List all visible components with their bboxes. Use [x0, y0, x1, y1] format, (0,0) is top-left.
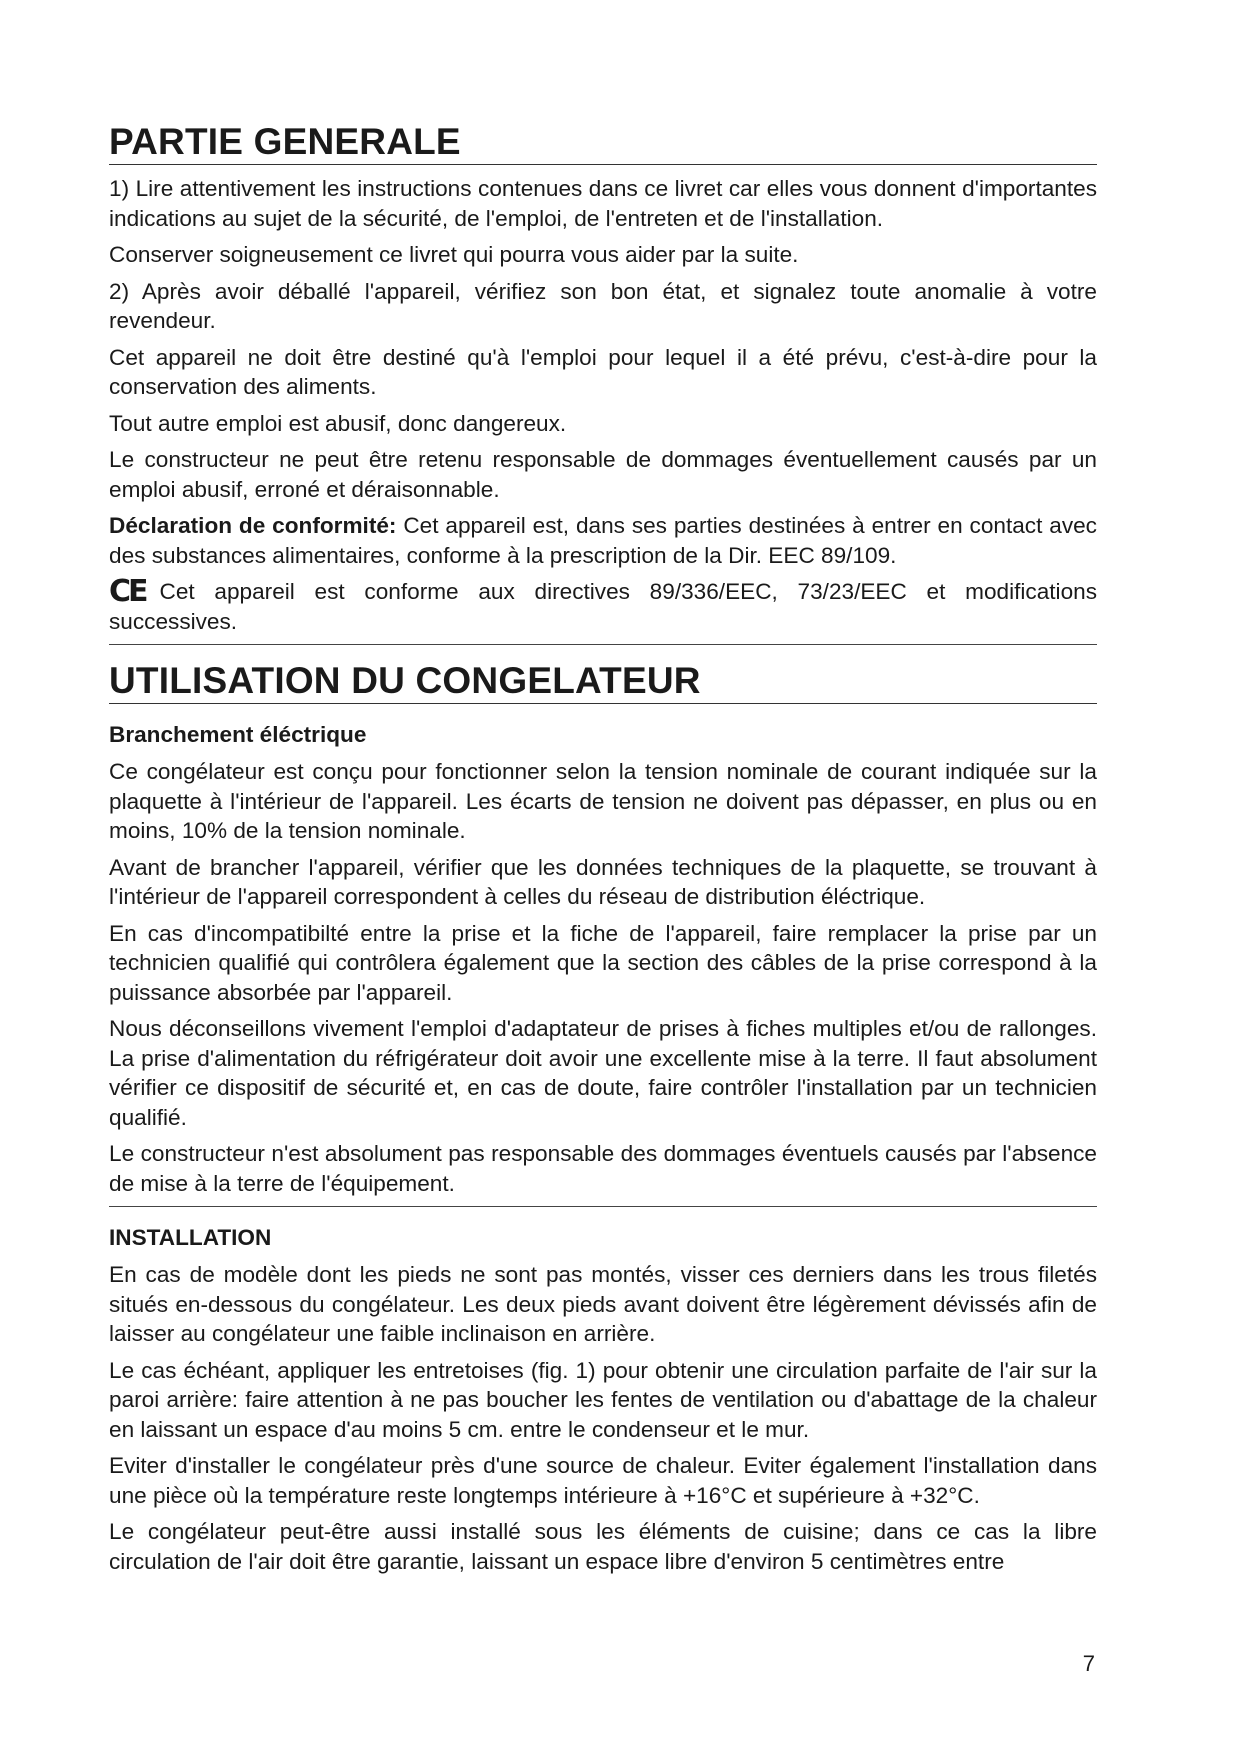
paragraph: En cas de modèle dont les pieds ne sont pas montés, visser ces derniers dans les trous filetés situés en-dessous du congélateur. Les deux pieds avant doivent être légèrement dévissés afin de laisser au congélateur une faible inclinaison en arrière. — [109, 1262, 1097, 1346]
section-title-utilisation: UTILISATION DU CONGELATEUR — [109, 659, 1097, 704]
paragraph: Cet appareil ne doit être destiné qu'à l'emploi pour lequel il a été prévu, c'est-à-dire pour la conservation des aliments. — [109, 344, 1097, 399]
paragraph: Ce congélateur est conçu pour fonctionner selon la tension nominale de courant indiquée sur la plaquette à l'intérieur de l'appareil. Les écarts de tension ne doivent pas dépasser, en plus ou en moins, 10% de la tension nominale. — [109, 759, 1097, 843]
paragraph: Avant de brancher l'appareil, vérifier que les données techniques de la plaquette, se trouvant à l'intérieur de l'appareil correspondent à celles du réseau de distribution éléctrique. — [109, 854, 1097, 909]
ce-paragraph — [109, 574, 1097, 636]
paragraph: 1) Lire attentivement les instructions contenues dans ce livret car elles vous donnent d'importantes indications au sujet de la sécurité, de l'emploi, de l'entreten et de l'installation. — [109, 176, 1097, 231]
subsection-title-branchement: Branchement éléctrique — [109, 722, 367, 747]
ce-mark-icon: CE — [109, 574, 146, 609]
divider — [109, 1206, 1097, 1207]
page-number: 7 — [1082, 1651, 1095, 1676]
ce-text: Cet appareil est conforme aux directives 89/336/EEC, 73/23/EEC et modifications successives. — [109, 579, 1097, 634]
paragraph: 2) Après avoir déballé l'appareil, vérifiez son bon état, et signalez toute anomalie à votre revendeur. — [109, 278, 1097, 333]
subsection-title-installation: INSTALLATION — [109, 1225, 272, 1250]
paragraph: Conserver soigneusement ce livret qui pourra vous aider par la suite. — [109, 242, 799, 267]
paragraph: Tout autre emploi est abusif, donc dangereux. — [109, 410, 567, 436]
paragraph: Le constructeur ne peut être retenu responsable de dommages éventuellement causés par un emploi abusif, erroné et déraisonnable. — [109, 447, 1097, 502]
paragraph: Le congélateur peut-être aussi installé sous les éléments de cuisine; dans ce cas la libre circulation de l'air doit être garantie, laissant un espace libre d'environ 5 centimètres entre — [109, 1519, 1097, 1574]
paragraph: Le cas échéant, appliquer les entretoises (fig. 1) pour obtenir une circulation parfaite de l'air sur la paroi arrière: faire attention à ne pas boucher les fentes de ventilation ou d'abattage de la chaleur en laissant un espace d'au moins 5 cm. entre le condenseur et le mur. — [109, 1357, 1097, 1442]
conformity-paragraph — [109, 511, 1097, 570]
paragraph: En cas d'incompatibilté entre la prise et la fiche de l'appareil, faire remplacer la prise par un technicien qualifié qui contrôlera également que la section des câbles de la prise correspond à la puissance absorbée par l'appareil. — [109, 920, 1097, 1005]
paragraph: Nous déconseillons vivement l'emploi d'adaptateur de prises à fiches multiples et/ou de rallonges. La prise d'alimentation du réfrigérateur doit avoir une excellente mise à la terre. Il faut absolument vérifier ce dispositif de sécurité et, en cas de doute, faire contrôler l'installation par un technicien qualifié. — [109, 1016, 1097, 1130]
document-page — [109, 120, 1097, 1583]
paragraph: Eviter d'installer le congélateur près d'une source de chaleur. Eviter également l'installation dans une pièce où la température reste longtemps intérieure à +16°C et supérieure à +32°C. — [109, 1453, 1097, 1508]
conformity-label: Déclaration de conformité: — [109, 513, 397, 538]
paragraph: Le constructeur n'est absolument pas responsable des dommages éventuels causés par l'absence de mise à la terre de l'équipement. — [109, 1141, 1097, 1196]
conformity-text: Cet appareil est, dans ses parties destinées à entrer en contact avec des substances alimentaires, conforme à la prescription de la Dir. EEC 89/109. — [109, 513, 1097, 568]
section-title-partie-generale: PARTIE GENERALE — [109, 120, 1097, 165]
